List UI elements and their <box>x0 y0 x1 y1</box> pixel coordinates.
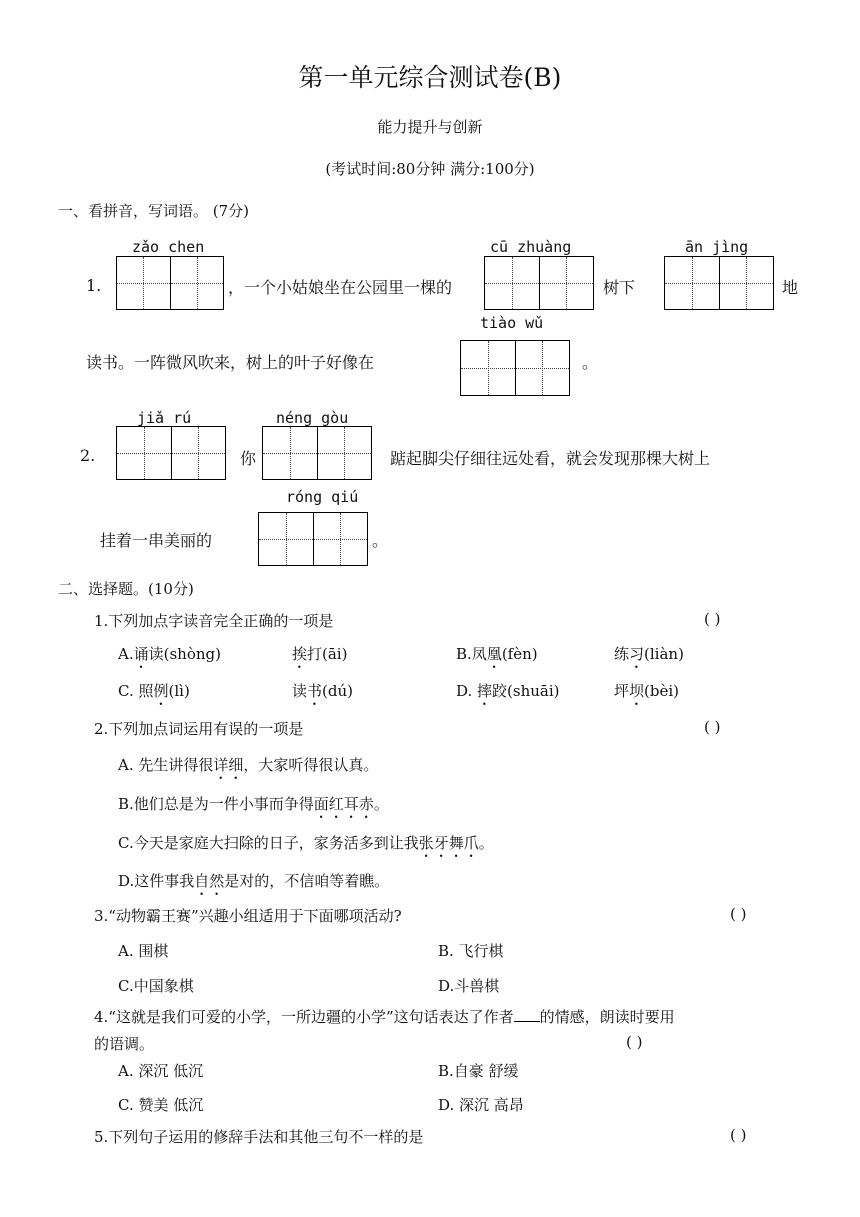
mc4-stem: 4.“这就是我们可爱的小学，一所边疆的小学”这句话表达了作者 的情感，朗读时要用 <box>94 1008 675 1026</box>
mc4-option-a[interactable]: A. 深沉 低沉 <box>118 1062 204 1080</box>
q1-number: 1. <box>86 276 102 295</box>
pinyin-rongqiu: róng qiú <box>286 488 359 506</box>
mc1-option-a1[interactable]: A.诵读(shòng) <box>118 645 221 663</box>
exam-meta: (考试时间:80分钟 满分:100分) <box>325 160 535 178</box>
mc3-option-b[interactable]: B. 飞行棋 <box>438 942 504 960</box>
pinyin-tiaowu: tiào wǔ <box>480 314 544 332</box>
pinyin-zaochen: zǎo chen <box>132 238 205 256</box>
q1-text-5: 。 <box>582 353 599 372</box>
q1-text-2: 树下 <box>603 278 636 297</box>
page-title: 第一单元综合测试卷(B) <box>298 63 562 92</box>
mc3-answer-paren[interactable]: ( ) <box>730 905 747 923</box>
mc2-option-d[interactable]: D.这件事我自然是对的，不信咱等着瞧。 <box>118 872 390 890</box>
mc4-answer-paren[interactable]: ( ) <box>626 1033 643 1051</box>
mc1-option-c1[interactable]: C. 照例(lì) <box>118 682 190 700</box>
mc5-stem: 5.下列句子运用的修辞手法和其他三句不一样的是 <box>94 1128 424 1146</box>
q2-number: 2. <box>80 446 96 465</box>
mc1-option-d1[interactable]: D. 摔跤(shuāi) <box>456 682 560 700</box>
q1-text-3: 地 <box>782 278 799 297</box>
pinyin-anjing: ān jìng <box>685 238 749 256</box>
mc2-option-c[interactable]: C.今天是家庭大扫除的日子，家务活多到让我张牙舞爪。 <box>118 834 494 852</box>
mc5-answer-paren[interactable]: ( ) <box>730 1126 747 1144</box>
mc2-answer-paren[interactable]: ( ) <box>704 718 721 736</box>
mc4-stem-cont: 的语调。 <box>94 1035 155 1053</box>
pinyin-nenggou: néng gòu <box>276 409 349 427</box>
q2-text-3: 挂着一串美丽的 <box>100 531 213 550</box>
mc4-blank[interactable] <box>514 1006 540 1022</box>
mc1-option-b2: 练习(liàn) <box>614 645 684 663</box>
mc1-option-d2: 坪坝(bèi) <box>614 682 680 700</box>
mc3-option-a[interactable]: A. 围棋 <box>118 942 169 960</box>
q2-text-4: 。 <box>372 531 389 550</box>
section1-heading: 一、看拼音，写词语。 (7分) <box>58 202 250 220</box>
mc3-stem: 3.“动物霸王赛”兴趣小组适用于下面哪项活动? <box>94 907 402 925</box>
q2-text-2: 踮起脚尖仔细往远处看，就会发现那棵大树上 <box>390 449 711 468</box>
mc4-option-d[interactable]: D. 深沉 高昂 <box>438 1096 524 1114</box>
mc2-stem: 2.下列加点词运用有误的一项是 <box>94 720 304 738</box>
q2-text-1: 你 <box>240 449 257 468</box>
page-subtitle: 能力提升与创新 <box>377 118 483 136</box>
mc1-stem: 1.下列加点字读音完全正确的一项是 <box>94 612 334 630</box>
answer-grid-zaochen[interactable] <box>116 256 224 310</box>
mc4-option-c[interactable]: C. 赞美 低沉 <box>118 1096 204 1114</box>
answer-grid-anjing[interactable] <box>664 256 774 310</box>
mc1-option-c2: 读书(dú) <box>292 682 353 700</box>
pinyin-jiaru: jiǎ rú <box>137 409 192 427</box>
mc1-option-b1[interactable]: B.凤凰(fèn) <box>456 645 538 663</box>
answer-grid-tiaowu[interactable] <box>460 340 570 396</box>
mc3-option-c[interactable]: C.中国象棋 <box>118 977 194 995</box>
answer-grid-rongqiu[interactable] <box>258 512 368 566</box>
mc4-option-b[interactable]: B.自豪 舒缓 <box>438 1062 519 1080</box>
answer-grid-nenggou[interactable] <box>262 426 372 480</box>
pinyin-cuzhuang: cū zhuàng <box>490 238 572 256</box>
mc2-option-b[interactable]: B.他们总是为一件小事而争得面红耳赤。 <box>118 795 389 813</box>
mc3-option-d[interactable]: D.斗兽棋 <box>438 977 500 995</box>
mc1-answer-paren[interactable]: ( ) <box>704 610 721 628</box>
answer-grid-jiaru[interactable] <box>116 426 226 480</box>
mc2-option-a[interactable]: A. 先生讲得很详细，大家听得很认真。 <box>118 756 379 774</box>
mc1-option-a2: 挨打(āi) <box>292 645 348 663</box>
q1-text-1: ，一个小姑娘坐在公园里一棵的 <box>228 278 453 297</box>
answer-grid-cuzhuang[interactable] <box>484 256 594 310</box>
q1-text-4: 读书。一阵微风吹来，树上的叶子好像在 <box>86 353 375 372</box>
section2-heading: 二、选择题。(10分) <box>58 580 194 598</box>
